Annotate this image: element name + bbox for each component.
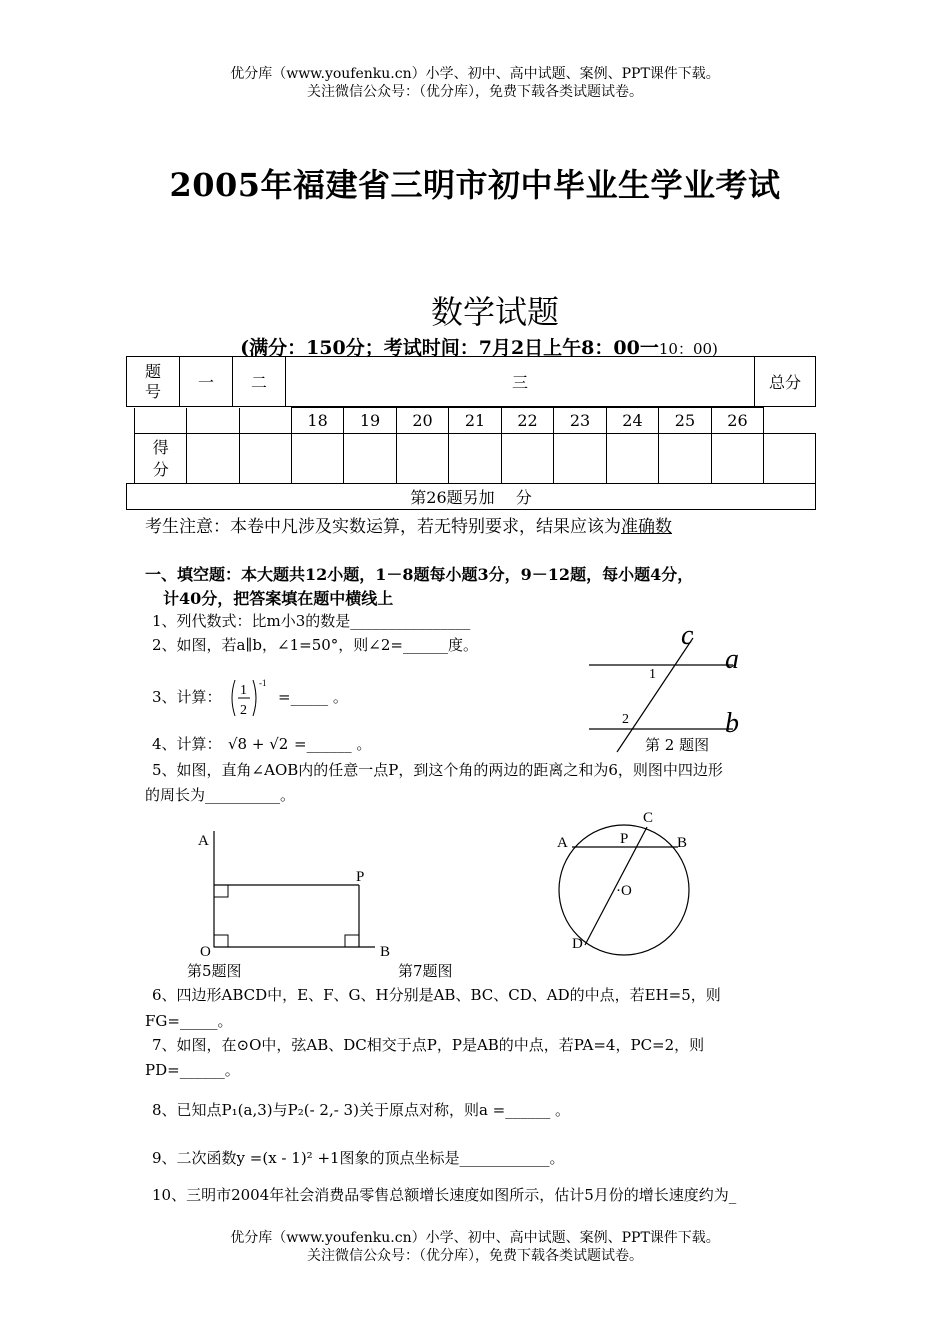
question-3-prefix: 3、计算：: [152, 688, 222, 706]
score-table-2: [134, 407, 816, 484]
fig7-label-D: D: [572, 936, 583, 952]
fig7-label-O: ·O: [616, 883, 632, 899]
fig7-label-B: B: [677, 835, 688, 851]
question-5-line1: 5、如图，直角∠AOB内的任意一点P，到这个角的两边的距离之和为6，则图中四边形: [152, 761, 723, 779]
cell-part-3: 三: [286, 357, 755, 407]
question-1: 1、列代数式：比m小3的数是________________: [152, 612, 471, 630]
q3-exp: -1: [259, 678, 267, 688]
label-a: a: [725, 644, 739, 675]
question-4-suffix: =______ 。: [294, 735, 372, 753]
question-9: 9、二次函数y =(x - 1)² +1图象的顶点坐标是____________。: [152, 1149, 565, 1167]
fig5-label-P: P: [356, 869, 365, 885]
figure-5: [190, 825, 420, 965]
footer-line-2: 关注微信公众号：（优分库），免费下载各类试题试卷。: [307, 1248, 643, 1264]
num-18: 18: [291, 408, 343, 434]
header-line-1: 优分库（www.youfenku.cn）小学、初中、高中试题、案例、PPT课件下载。: [230, 66, 720, 82]
figure-7: [550, 805, 710, 965]
section1-line2: 计40分，把答案填在题中横线上: [163, 589, 394, 608]
fig7-label-A: A: [557, 835, 568, 851]
cell-question-no: 题号: [127, 357, 180, 407]
footer-line-1: 优分库（www.youfenku.cn）小学、初中、高中试题、案例、PPT课件下载。: [230, 1230, 720, 1246]
cell-total: 总分: [755, 357, 816, 407]
question-7-line2: PD=______。: [145, 1061, 240, 1079]
label-angle-2: 2: [622, 712, 629, 727]
notice: [145, 512, 672, 537]
fig5-label-O: O: [200, 944, 211, 960]
extra-score-cell: 第26题另加 分: [127, 484, 816, 510]
num-25: 25: [659, 408, 711, 434]
question-4-prefix: 4、计算：: [152, 735, 222, 753]
cell-part-2: 二: [233, 357, 286, 407]
line-c: [617, 638, 693, 752]
score-table: [126, 356, 816, 407]
q3-num: 1: [240, 683, 247, 698]
question-2: 2、如图，若a∥b，∠1=50°，则∠2=______度。: [152, 636, 478, 654]
fig7-caption: 第7题图: [398, 962, 453, 980]
fig5-label-B: B: [380, 944, 391, 960]
label-c: c: [681, 620, 694, 651]
num-19: 19: [344, 408, 396, 434]
question-6-line2: FG=_____。: [145, 1012, 233, 1030]
question-6-line1: 6、四边形ABCD中，E、F、G、H分别是AB、BC、CD、AD的中点，若EH=5，则: [152, 986, 721, 1004]
question-4-expr: √8 + √2: [228, 735, 289, 753]
notice-emph: 准确数: [621, 517, 672, 537]
question-10: 10、三明市2004年社会消费品零售总额增长速度如图所示，估计5月份的增长速度约为_: [152, 1186, 737, 1204]
num-24: 24: [606, 408, 658, 434]
question-8: 8、已知点P₁(a,3)与P₂(- 2,- 3)关于原点对称，则a =______ 。: [152, 1101, 570, 1119]
notice-text: 考生注意：本卷中凡涉及实数运算，若无特别要求，结果应该为: [145, 517, 621, 537]
num-21: 21: [449, 408, 501, 434]
cell-part-1: 一: [180, 357, 233, 407]
exam-info-end: 10：00): [658, 340, 718, 358]
q3-fraction: [225, 674, 275, 722]
num-20: 20: [396, 408, 448, 434]
fig2-caption: 第 2 题图: [645, 736, 710, 754]
exam-subtitle: 数学试题: [430, 293, 559, 331]
section1-line1: 一、填空题：本大题共12小题，1－8题每小题3分，9－12题，每小题4分，: [145, 565, 694, 584]
question-3-suffix: =_____ 。: [278, 688, 348, 706]
cell-score-label: 得分: [135, 434, 187, 484]
q3-den: 2: [240, 703, 247, 718]
label-b: b: [725, 708, 739, 739]
exam-title: 2005年福建省三明市初中毕业生学业考试: [169, 166, 781, 204]
fig7-label-C: C: [643, 810, 654, 826]
num-22: 22: [501, 408, 553, 434]
exam-info-main: (满分：150分；考试时间：7月2日上午8：00一: [240, 337, 659, 359]
fig7-label-P: P: [620, 831, 629, 847]
question-7-line1: 7、如图，在⊙O中，弦AB、DC相交于点P，P是AB的中点，若PA=4，PC=2，则: [152, 1036, 705, 1054]
label-angle-1: 1: [649, 667, 656, 682]
fig5-caption: 第5题图: [187, 962, 242, 980]
extra-score-row: [126, 483, 816, 510]
num-26: 26: [711, 408, 763, 434]
fig5-label-A: A: [198, 833, 209, 849]
header-line-2: 关注微信公众号：（优分库），免费下载各类试题试卷。: [307, 84, 643, 100]
question-5-line2: 的周长为__________。: [145, 786, 296, 804]
num-23: 23: [554, 408, 606, 434]
